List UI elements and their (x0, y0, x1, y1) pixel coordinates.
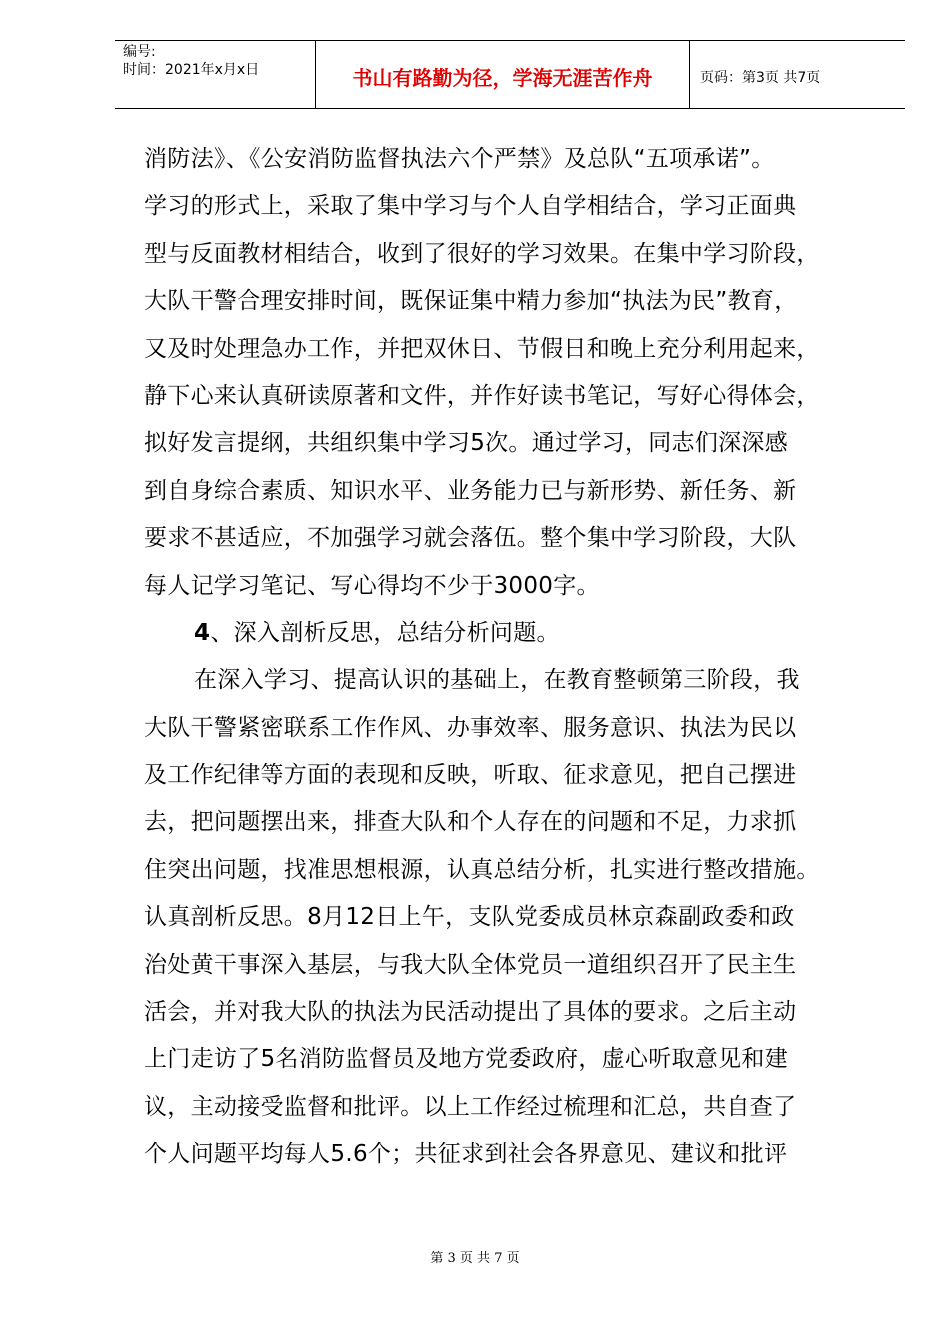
body-line: 在深入学习、提高认识的基础上，在教育整顿第三阶段，我 (194, 667, 800, 694)
body-line: 个人问题平均每人5.6个；共征求到社会各界意见、建议和批评 (144, 1141, 788, 1168)
time-label: 时间：2021年x月x日 (123, 62, 260, 78)
body-line: 每人记学习笔记、写心得均不少于3000字。 (144, 572, 600, 599)
section-heading-text: 、深入剖析反思，总结分析问题。 (210, 619, 560, 646)
body-line: 上门走访了5名消防监督员及地方党委政府，虚心听取意见和建 (144, 1046, 789, 1073)
body-line: 大队干警紧密联系工作作风、办事效率、服务意识、执法为民以 (144, 714, 797, 741)
body-line: 去，把问题摆出来，排查大队和个人存在的问题和不足，力求抓 (144, 809, 797, 836)
header-page-info: 页码：第3页 共7页 (700, 69, 821, 86)
document-header (115, 40, 905, 109)
body-line: 又及时处理急办工作，并把双休日、节假日和晚上充分利用起来， (144, 335, 820, 362)
body-line: 治处黄干事深入基层，与我大队全体党员一道组织召开了民主生 (144, 951, 797, 978)
body-line: 型与反面教材相结合，收到了很好的学习效果。在集中学习阶段， (144, 240, 820, 267)
body-line: 大队干警合理安排时间，既保证集中精力参加“执法为民”教育， (144, 288, 798, 315)
body-line: 住突出问题，找准思想根源，认真总结分析，扎实进行整改措施。 (144, 856, 820, 883)
body-line: 拟好发言提纲，共组织集中学习5次。通过学习，同志们深深感 (144, 430, 789, 457)
header-meta (115, 41, 316, 108)
document-body (144, 136, 889, 1179)
section-heading-number: 4 (194, 619, 211, 646)
header-motto: 书山有路勤为径，学海无涯苦作舟 (316, 41, 690, 108)
body-line: 活会，并对我大队的执法为民活动提出了具体的要求。之后主动 (144, 999, 797, 1026)
section-heading (144, 610, 889, 657)
page-footer: 第 3 页 共 7 页 (430, 1251, 520, 1266)
body-line: 认真剖析反思。8月12日上午，支队党委成员林京森副政委和政 (144, 904, 795, 931)
body-line: 到自身综合素质、知识水平、业务能力已与新形势、新任务、新 (144, 477, 797, 504)
body-line: 消防法》、《公安消防监督执法六个严禁》及总队“五项承诺”。 (144, 146, 775, 172)
body-line: 及工作纪律等方面的表现和反映，听取、征求意见，把自己摆进 (144, 762, 797, 789)
body-line: 议，主动接受监督和批评。以上工作经过梳理和汇总，共自查了 (144, 1093, 797, 1120)
body-line: 要求不甚适应，不加强学习就会落伍。整个集中学习阶段，大队 (144, 525, 797, 552)
body-line: 静下心来认真研读原著和文件，并作好读书笔记，写好心得体会， (144, 382, 820, 409)
number-label: 编号: (123, 44, 156, 60)
body-line: 学习的形式上，采取了集中学习与个人自学相结合，学习正面典 (144, 193, 797, 220)
